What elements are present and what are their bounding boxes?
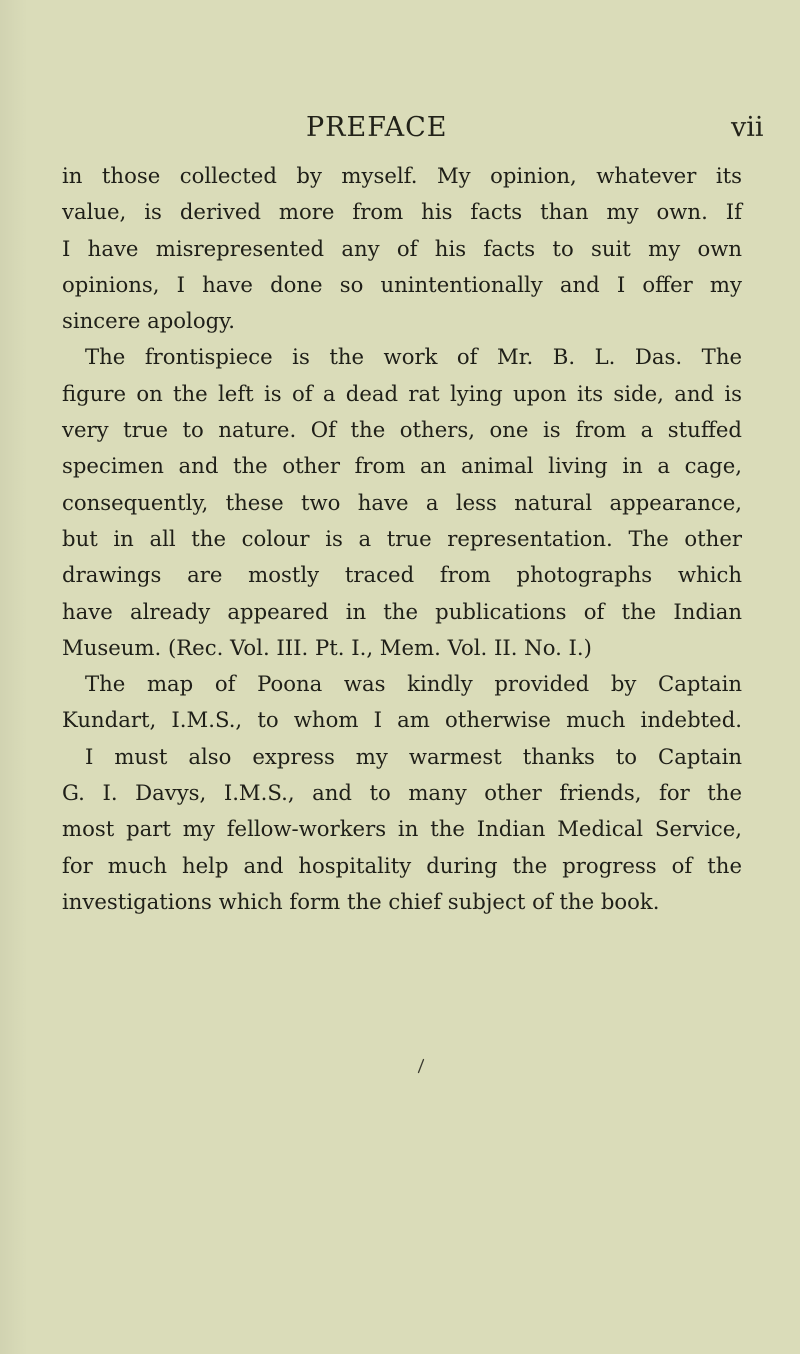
text-line: have already appeared in the publications of the Indian [62,598,742,624]
page-number: vii [731,112,764,143]
text-line: value, is derived more from his facts than my own. If [62,199,742,225]
text-line: The frontispiece is the work of Mr. B. L. Das. The [85,344,742,370]
text-line: in those collected by myself. My opinion, whatever its [62,163,742,188]
text-line: but in all the colour is a true representation. The other [62,525,742,551]
text-line: sincere apology. [62,308,236,334]
text-line: I must also express my warmest thanks to Captain [85,743,742,769]
text-line: investigations which form the chief subject of the book. [62,888,660,914]
preface-text [62,158,742,920]
text-line: Kundart, I.M.S., to whom I am otherwise much indebted. [62,707,742,733]
text-line: I have misrepresented any of his facts to suit my own [62,235,742,261]
text-line: most part my fellow-workers in the Indian Medical Service, [62,816,742,842]
text-line: very true to nature. Of the others, one is from a stuffed [62,417,742,443]
text-line: drawings are mostly traced from photographs which [62,562,742,588]
text-line: for much help and hospitality during the progress of the [62,852,742,878]
text-line: consequently, these two have a less natural appearance, [62,489,742,515]
text-line: The map of Poona was kindly provided by Captain [85,671,742,697]
text-line: G. I. Davys, I.M.S., and to many other friends, for the [62,780,742,806]
stray-ink-mark [417,1058,425,1074]
running-title: PREFACE [306,112,448,143]
text-line: opinions, I have done so unintentionally and I offer my [62,271,742,297]
running-head [0,112,800,152]
text-line: specimen and the other from an animal living in a cage, [62,453,742,479]
text-line: figure on the left is of a dead rat lying upon its side, and is [62,380,742,406]
text-line: Museum. (Rec. Vol. III. Pt. I., Mem. Vol. II. No. I.) [62,634,592,660]
